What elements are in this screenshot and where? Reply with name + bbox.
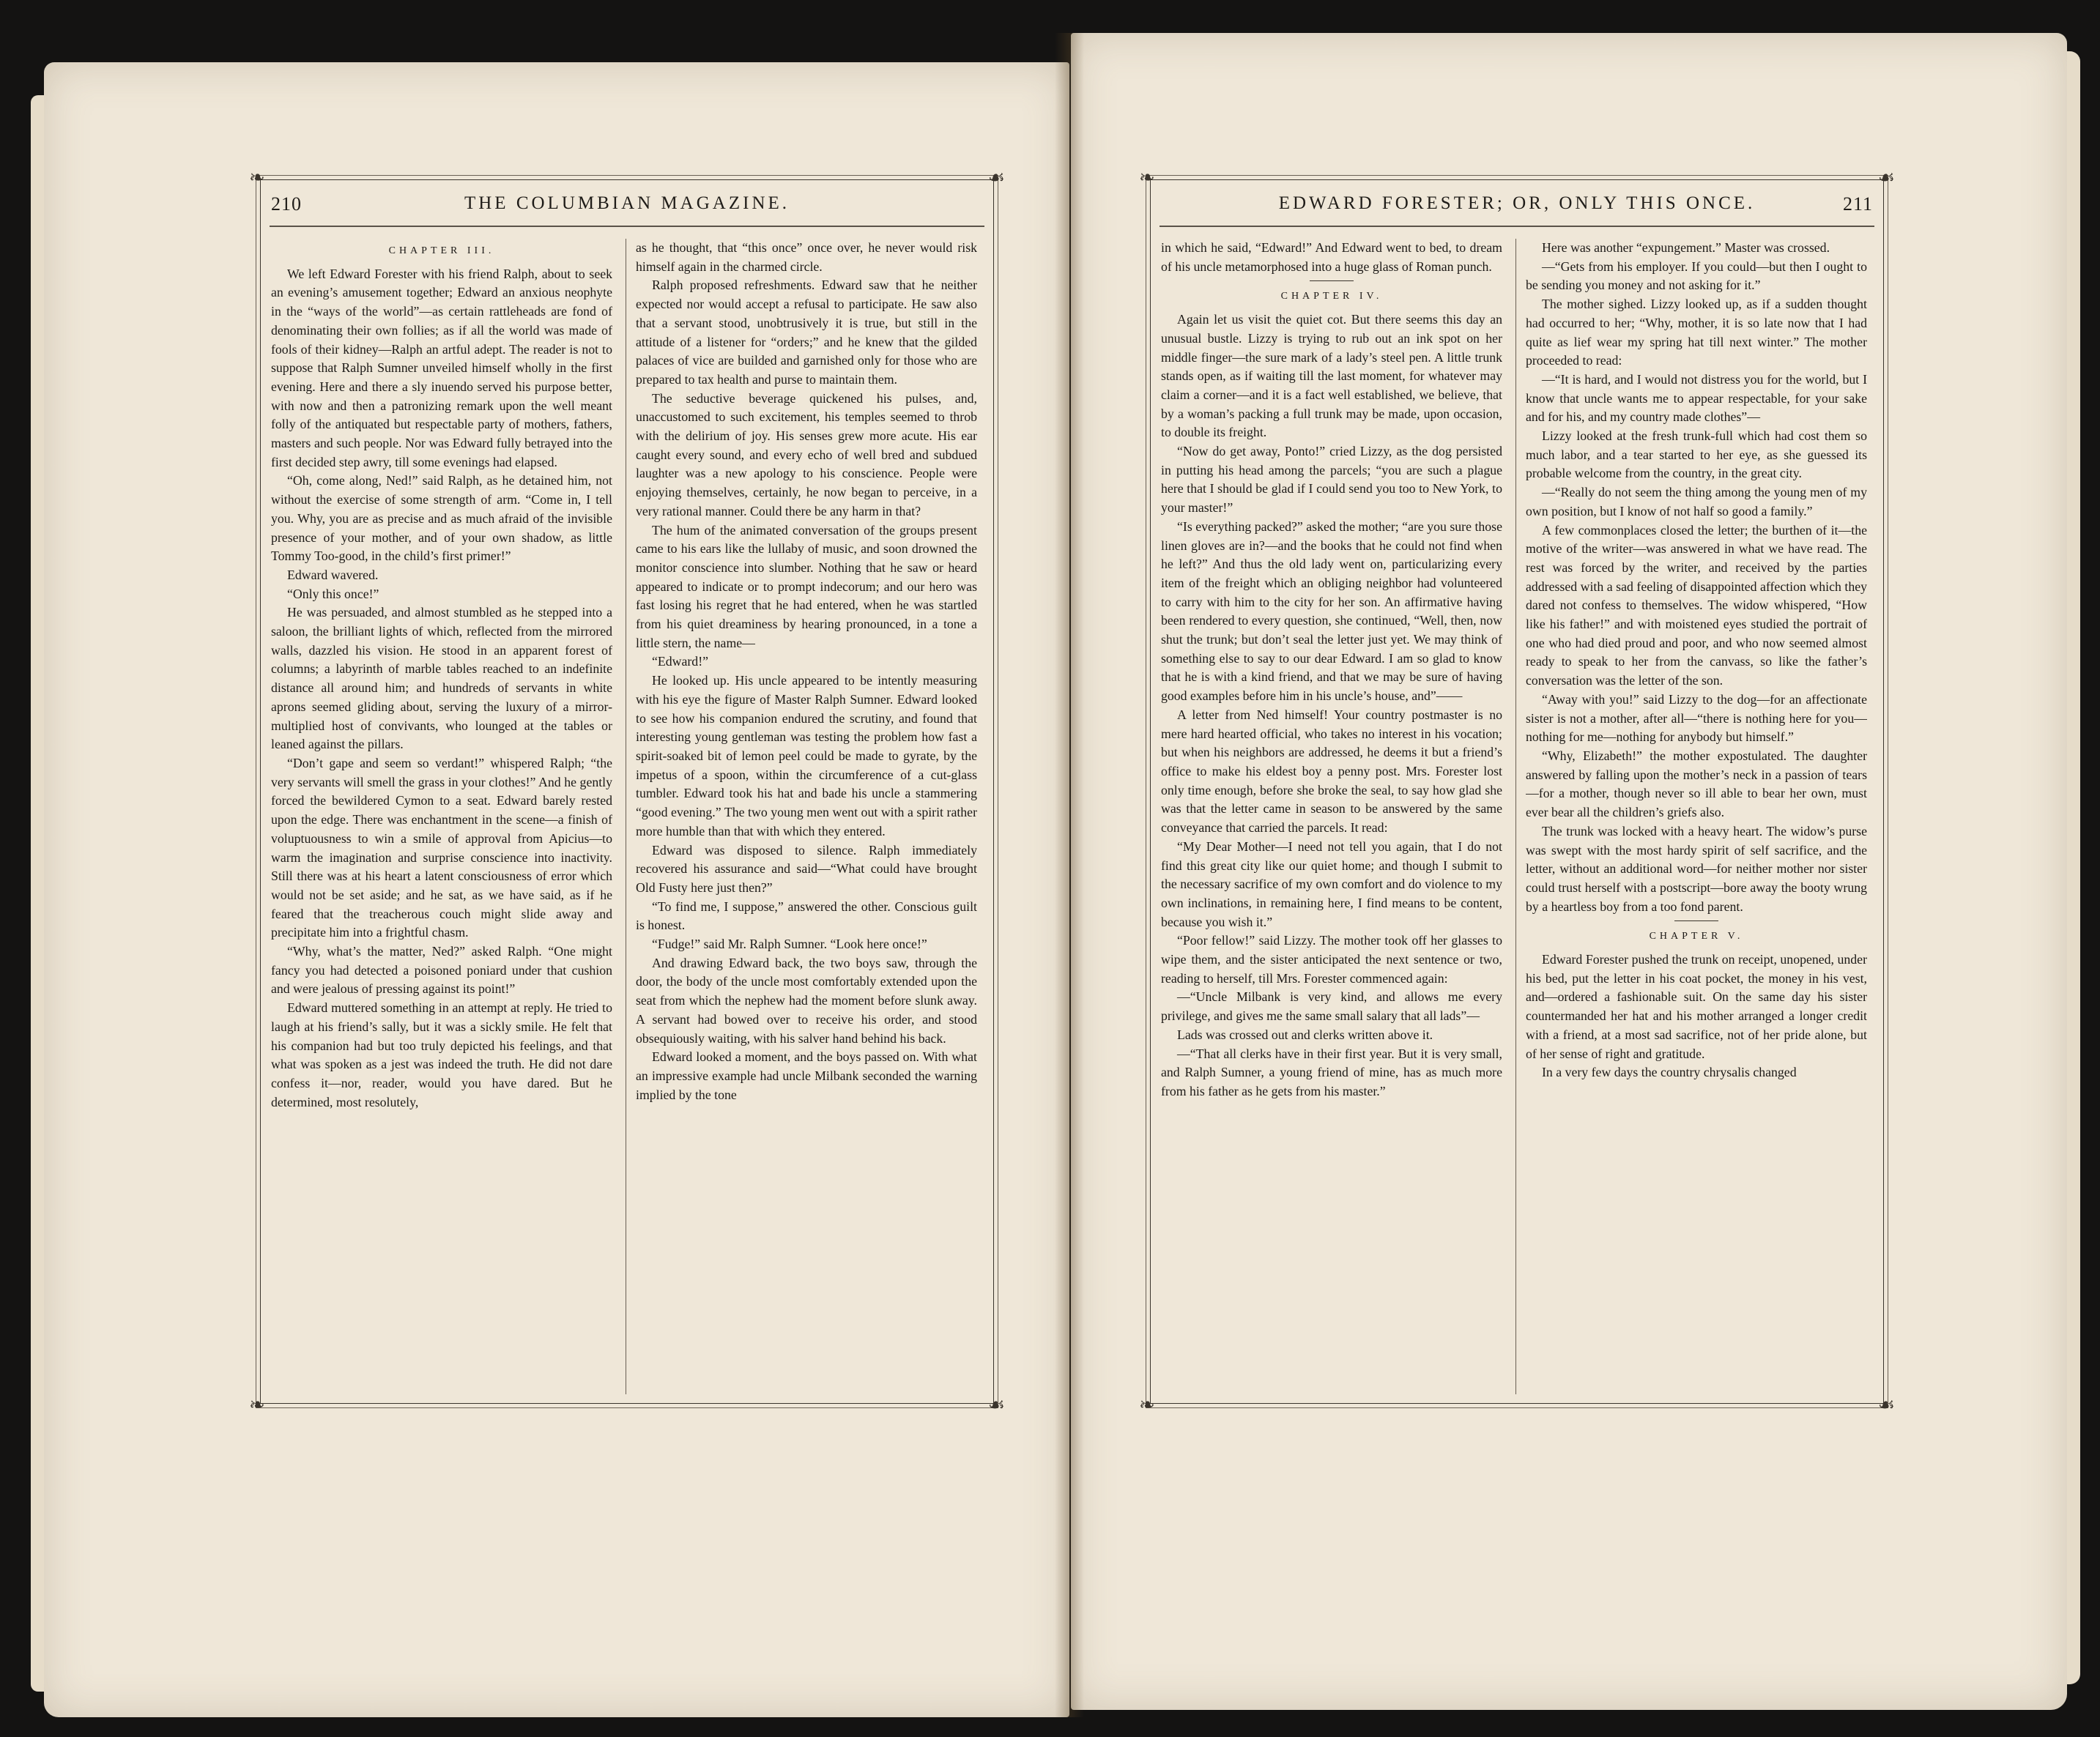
paragraph: Here was another “expungement.” Master was crossed. <box>1542 240 1830 255</box>
paragraph: Edward was disposed to silence. Ralph immediately recovered his assurance and said—“What could have brought Old Fusty here just then?” <box>636 842 977 895</box>
paragraph: The mother sighed. Lizzy looked up, as if a sudden thought had occurred to her; “Why, mother, it is so late now that I had quite as lief wear my spring hat till next winter.” The mother proceeded to read: <box>1526 297 1867 368</box>
paragraph: The seductive beverage quickened his pulses, and, unaccustomed to such excitement, his temples seemed to throb with the delirium of joy. His senses grew more acute. His ear caught every sound, and every echo of well bred and subdued laughter was a new apology to his conscience. People were enjoying themselves, certainly, he now began to perceive, in a very rational manner. Could there be any harm in that? <box>636 390 977 518</box>
text-column <box>636 239 977 1396</box>
paragraph: “Away with you!” said Lizzy to the dog—for an affectionate sister is not a mother, after all—“there is nothing here for you—nothing for me—nothing for anybody but himself.” <box>1526 691 1867 745</box>
text-column <box>1161 239 1502 1396</box>
page-number: 211 <box>1842 193 1873 215</box>
text-column <box>1526 239 1867 1396</box>
paragraph: A letter from Ned himself! Your country postmaster is no mere hard hearted official, who takes no interest in his vocation; but when his neighbors are addressed, he deems it but a friend’s office to make his eldest boy a penny post. Mrs. Forester lost only time enough, before she broke the seal, to say how glad she was that the letter came in season to be answered by the same conveyance that carried the parcels. It read: <box>1161 707 1502 836</box>
paragraph: “Edward!” <box>652 654 709 669</box>
paragraph: He was persuaded, and almost stumbled as he stepped into a saloon, the brilliant lights of which, reflected from the mirrored walls, dazzled his vision. He stood in an apparent forest of columns; a labyrinth of marble tables reached to an indefinite distance all around him; and hundreds of servants in white aprons seemed gliding about, serving the luxury of a mirror-multiplied host of convivants, who lounged at the tables or leaned against the pillars. <box>271 605 612 752</box>
running-title: THE COLUMBIAN MAGAZINE. <box>464 193 790 213</box>
paragraph: “Now do get away, Ponto!” cried Lizzy, as the dog persisted in putting his head among the parcels; “you are such a plague here that I should be glad if I could send you too to New York, to your master!” <box>1161 444 1502 516</box>
paragraph: Lizzy looked at the fresh trunk-full which had cost them so much labor, and a tear started to her eye, as she guessed its probable welcome from the country, in the great city. <box>1526 428 1867 481</box>
page-number: 210 <box>271 193 302 215</box>
chapter-heading: CHAPTER V. <box>1649 931 1744 942</box>
running-head <box>261 193 993 223</box>
running-title: EDWARD FORESTER; OR, ONLY THIS ONCE. <box>1278 193 1756 213</box>
paragraph: “Only this once!” <box>287 586 379 601</box>
paragraph: —“Uncle Milbank is very kind, and allows me every privilege, and gives me the same small salary that all lads”— <box>1161 989 1502 1024</box>
paragraph: Edward looked a moment, and the boys passed on. With what an impressive example had uncle Milbank seconded the warning implied by the tone <box>636 1049 977 1102</box>
left-page-frame <box>249 167 1005 1416</box>
paragraph: A few commonplaces closed the letter; the burthen of it—the motive of the writer—was answered in what we have read. The rest was forced by the writer, and received by the parties addressed with a sad feeling of disappointed affection which they dared not confess to themselves. The widow whispered, “How like his father!” and with moistened eyes studied the portrait of one who had died proud and poor, and who now seemed almost ready to speak to her from the canvass, so like the father’s conversation was the letter of the son. <box>1526 522 1867 688</box>
paragraph: The hum of the animated conversation of the groups present came to his ears like the lullaby of music, and soon drowned the monitor conscience into slumber. Nothing that he saw or heard appeared to indicate or to prompt indecorum; and our hero was fast losing his regret that he had entered, when he was startled from his quiet dreaminess by hearing pronounced, in a tone a little stern, the name— <box>636 522 977 650</box>
head-rule <box>1160 226 1874 227</box>
paragraph: “Fudge!” said Mr. Ralph Sumner. “Look here once!” <box>652 937 927 952</box>
paragraph: And drawing Edward back, the two boys saw, through the door, the body of the uncle most comfortably extended upon the seat from which the nephew had the moment before slunk away. A servant had bowed over to receive his order, and stood obsequiously waiting, with his salver hand behind his back. <box>636 955 977 1046</box>
text-column <box>271 239 612 1396</box>
paragraph: —“Gets from his employer. If you could—but then I ought to be sending you money and not asking for it.” <box>1526 258 1867 293</box>
column-rule <box>1515 239 1516 1394</box>
paragraph: “Is everything packed?” asked the mother; “are you sure those linen gloves are in?—and the books that he could not find when he left?” And thus the old lady went on, particularizing every item of the freight which an obliging neighbor had volunteered to carry with him to the city for her son. An affirmative having been rendered to every question, she continued, “Well, then, now shut the trunk; but don’t seal the letter just yet. We may think of something else to say to our dear Edward. I am so glad to know that he is with a kind friend, and that we may be sure of having good examples before him in his uncle’s house, and”—— <box>1161 518 1502 704</box>
paragraph: in which he said, “Edward!” And Edward went to bed, to dream of his uncle metamorphosed into a huge glass of Roman punch. <box>1161 240 1502 274</box>
corner-ornament-icon: ☙ <box>1877 1394 1895 1416</box>
head-rule <box>270 226 984 227</box>
paragraph: —“That all clerks have in their first year. But it is very small, and Ralph Sumner, a young friend of mine, has as much more from his father as he gets from his master.” <box>1161 1046 1502 1098</box>
paragraph: In a very few days the country chrysalis changed <box>1542 1065 1797 1080</box>
paragraph: Edward muttered something in an attempt at reply. He tried to laugh at his friend’s sally, but it was a sickly smile. He felt that his companion had but too truly depicted his feelings, and that what was spoken as a jest was indeed the truth. He did not dare confess it—nor, reader, would you have dared. But he determined, most resolutely, <box>271 1000 612 1109</box>
running-head <box>1151 193 1883 223</box>
corner-ornament-icon: ☙ <box>987 1394 1005 1416</box>
corner-ornament-icon: ❧ <box>1139 1394 1155 1416</box>
book-gutter <box>1055 33 1084 1717</box>
paragraph: “Why, Elizabeth!” the mother expostulated. The daughter answered by falling upon the mother’s neck in a passion of tears—for a mother, though never so ill able to bear her own, must ever bear all the children’s griefs also. <box>1526 748 1867 820</box>
paragraph: “To find me, I suppose,” answered the other. Conscious guilt is honest. <box>636 899 977 933</box>
paragraph: “My Dear Mother—I need not tell you again, that I do not find this great city like our quiet home; and though I submit to the necessary sacrifice of my own comfort and do violence to my own inclinations, in remaining here, I find means to be content, because you wish it.” <box>1161 838 1502 929</box>
right-page-frame <box>1139 167 1895 1416</box>
chapter-rule <box>1674 920 1718 921</box>
chapter-heading: CHAPTER IV. <box>1280 291 1383 302</box>
paragraph: Edward wavered. <box>287 567 379 582</box>
corner-ornament-icon: ☙ <box>987 167 1005 188</box>
paragraph: “Why, what’s the matter, Ned?” asked Ralph. “One might fancy you had detected a poisoned poniard under that cushion and were jealous of pressing against its point!” <box>271 944 612 997</box>
paragraph: Lads was crossed out and clerks written above it. <box>1177 1027 1433 1042</box>
paragraph: “Don’t gape and seem so verdant!” whispered Ralph; “the very servants will smell the grass in your clothes!” And he gently forced the bewildered Cymon to a seat. Edward barely rested upon the edge. There was enchantment in the scene—a finish of voluptuousness to win a smile of approval from Apicius—to warm the imagination and surprise conscience into inactivity. Still there was at his heart a latent consciousness of error which would not be set aside; and he sat, as we have said, as if he feared that the treacherous couch might slide away and precipitate him into a frightful chasm. <box>271 755 612 940</box>
paragraph: —“Really do not seem the thing among the young men of my own position, but I know of not half so good a family.” <box>1526 485 1867 518</box>
corner-ornament-icon: ❧ <box>249 1394 265 1416</box>
paragraph: The trunk was locked with a heavy heart. The widow’s purse was swept with the most hardy spirit of self sacrifice, and the letter, without an additional word—for neither mother nor sister could trust herself with a postscript—bore away the booty wrung by a heartless boy from a too fond parent. <box>1526 823 1867 914</box>
paragraph: as he thought, that “this once” once over, he never would risk himself again in the charmed circle. <box>636 240 977 274</box>
chapter-rule <box>1310 280 1354 281</box>
paragraph: Again let us visit the quiet cot. But there seems this day an unusual bustle. Lizzy is trying to rub out an ink spot on her middle finger—the sure mark of a lady’s steel pen. A little trunk stands open, as if waiting till the last moment, for whatever may claim a corner—and it is a fact well established, we believe, that by a woman’s packing a full trunk may be made, upon occasion, to double its freight. <box>1161 312 1502 440</box>
paragraph: “Oh, come along, Ned!” said Ralph, as he detained him, not without the exercise of some strength of arm. “Come in, I tell you. Why, you are as precise and as much afraid of the invisible presence of your mother, and of your own shadow, as little Tommy Too-good, in the child’s first primer!” <box>271 473 612 564</box>
paragraph: He looked up. His uncle appeared to be intently measuring with his eye the figure of Master Ralph Sumner. Edward looked to see how his companion endured the scrutiny, and found that interesting young gentleman was testing the problem how fast a spirit-soaked bit of lemon peel could be made to gyrate, by the impetus of a spoon, within the circumference of a cut-glass tumbler. Edward took his hat and bade his uncle a stammering “good evening.” The two young men went out with a spirit rather more humble than that with which they entered. <box>636 673 977 838</box>
corner-ornament-icon: ☙ <box>1877 167 1895 188</box>
chapter-heading: CHAPTER III. <box>388 245 495 256</box>
corner-ornament-icon: ❧ <box>1139 167 1155 188</box>
paragraph: “Poor fellow!” said Lizzy. The mother took off her glasses to wipe them, and the sister anticipated the next sentence or two, reading to herself, till Mrs. Forester commenced again: <box>1161 933 1502 986</box>
paragraph: —“It is hard, and I would not distress you for the world, but I know that uncle wants me to appear respectable, for your sake and for his, and my country made clothes”— <box>1526 371 1867 425</box>
paragraph: Edward Forester pushed the trunk on receipt, unopened, under his bed, put the letter in his coat pocket, the money in his vest, and—ordered a fashionable suit. On the same day his sister countermanded her hat and his mother arranged a longer credit with a friend, at a most sad sacrifice, not of her pride alone, but of her sense of right and gratitude. <box>1526 952 1867 1061</box>
paragraph: We left Edward Forester with his friend Ralph, about to seek an evening’s amusement together; Edward an anxious neophyte in the “ways of the world”—as certain rattleheads are fond of denominating their own follies; as if all the world was made of fools of their kidney—Ralph an artful adept. The reader is not to suppose that Ralph Sumner unveiled himself wholly in the first evening. Here and there a sly inuendo served his purpose better, with now and then a patronizing remark upon the well meant folly of the antiquated but respectable party of mothers, fathers, masters and such people. Nor was Edward fully betrayed into the first decided step awry, till some evenings had elapsed. <box>271 266 612 469</box>
paragraph: Ralph proposed refreshments. Edward saw that he neither expected nor would accept a refusal to participate. He saw also that a servant stood, unobtrusively it is true, but still in the attitude of a listener for “orders;” and he knew that the gilded palaces of vice are builded and garnished only for those who are prepared to tax health and purse to maintain them. <box>636 278 977 387</box>
corner-ornament-icon: ❧ <box>249 167 265 188</box>
